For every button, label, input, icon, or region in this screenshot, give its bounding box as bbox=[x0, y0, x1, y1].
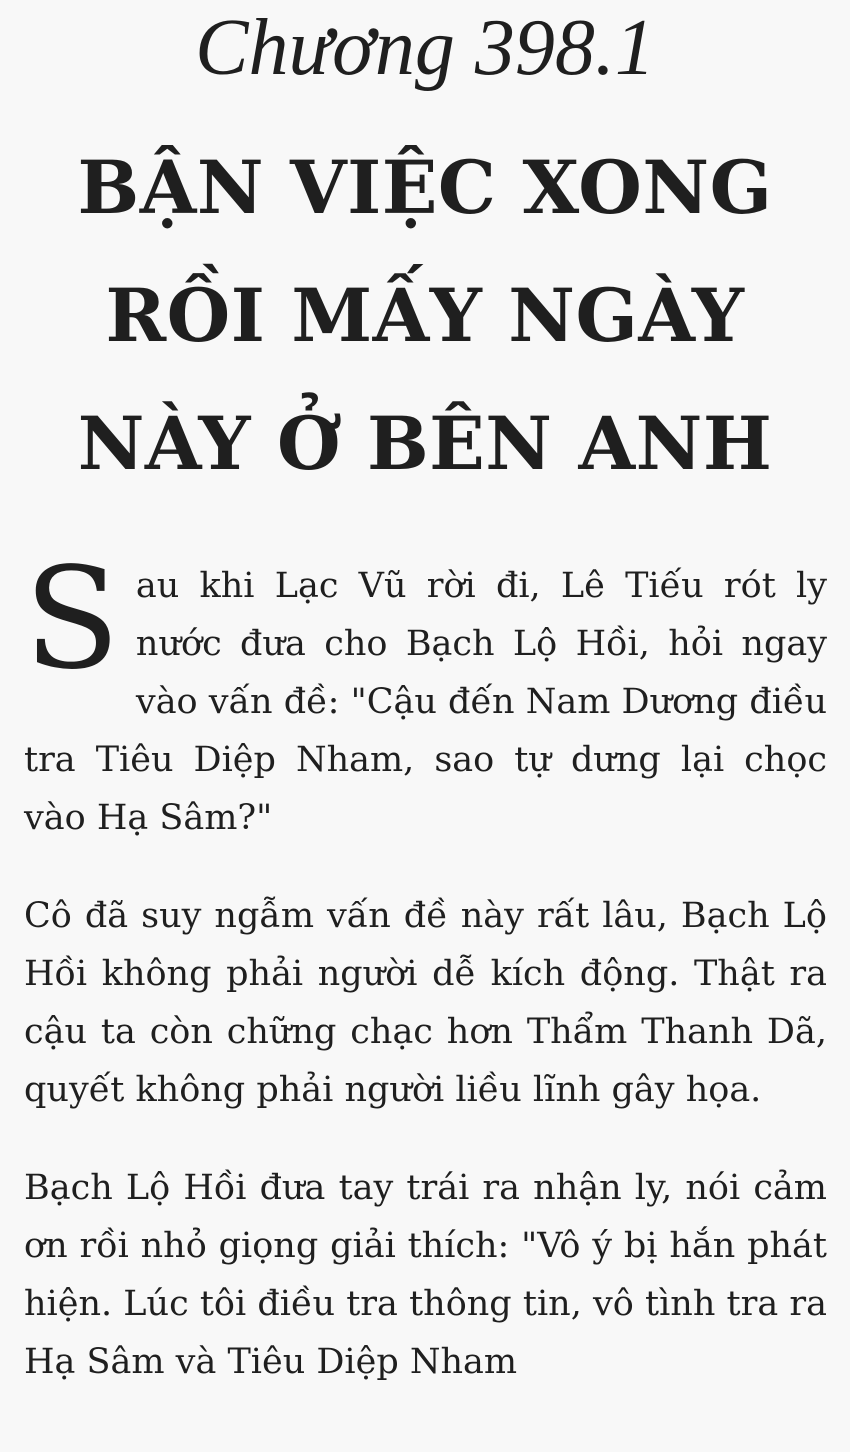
chapter-title-line: RỒI MẤY NGÀY bbox=[105, 273, 745, 359]
drop-cap: S bbox=[24, 538, 120, 701]
paragraph-text: Bạch Lộ Hồi đưa tay trái ra nhận ly, nói cảm ơn rồi nhỏ giọng giải thích: "Vô ý bị hắn phát hiện. Lúc tôi điều tra thông tin, vô tình tra ra Hạ Sâm và Tiêu Diệp Nham bbox=[24, 1168, 827, 1382]
chapter-content bbox=[24, 538, 827, 1431]
paragraph bbox=[24, 1159, 827, 1391]
chapter-number: Chương 398.1 bbox=[195, 4, 655, 92]
chapter-title-line: BẬN VIỆC XONG bbox=[77, 145, 773, 231]
paragraph bbox=[24, 887, 827, 1119]
chapter-title-line: NÀY Ở BÊN ANH bbox=[77, 401, 773, 487]
paragraph-text: Cô đã suy ngẫm vấn đề này rất lâu, Bạch Lộ Hồi không phải người dễ kích động. Thật ra cậu ta còn chững chạc hơn Thẩm Thanh Dã, quyết không phải người liều lĩnh gây họa. bbox=[24, 896, 827, 1110]
paragraph-text: au khi Lạc Vũ rời đi, Lê Tiếu rót ly nước đưa cho Bạch Lộ Hồi, hỏi ngay vào vấn đề: "Cậu đến Nam Dương điều tra Tiêu Diệp Nham, sao tự dưng lại chọc vào Hạ Sâm?" bbox=[24, 566, 827, 838]
chapter-title bbox=[0, 124, 850, 508]
paragraph bbox=[24, 538, 827, 847]
